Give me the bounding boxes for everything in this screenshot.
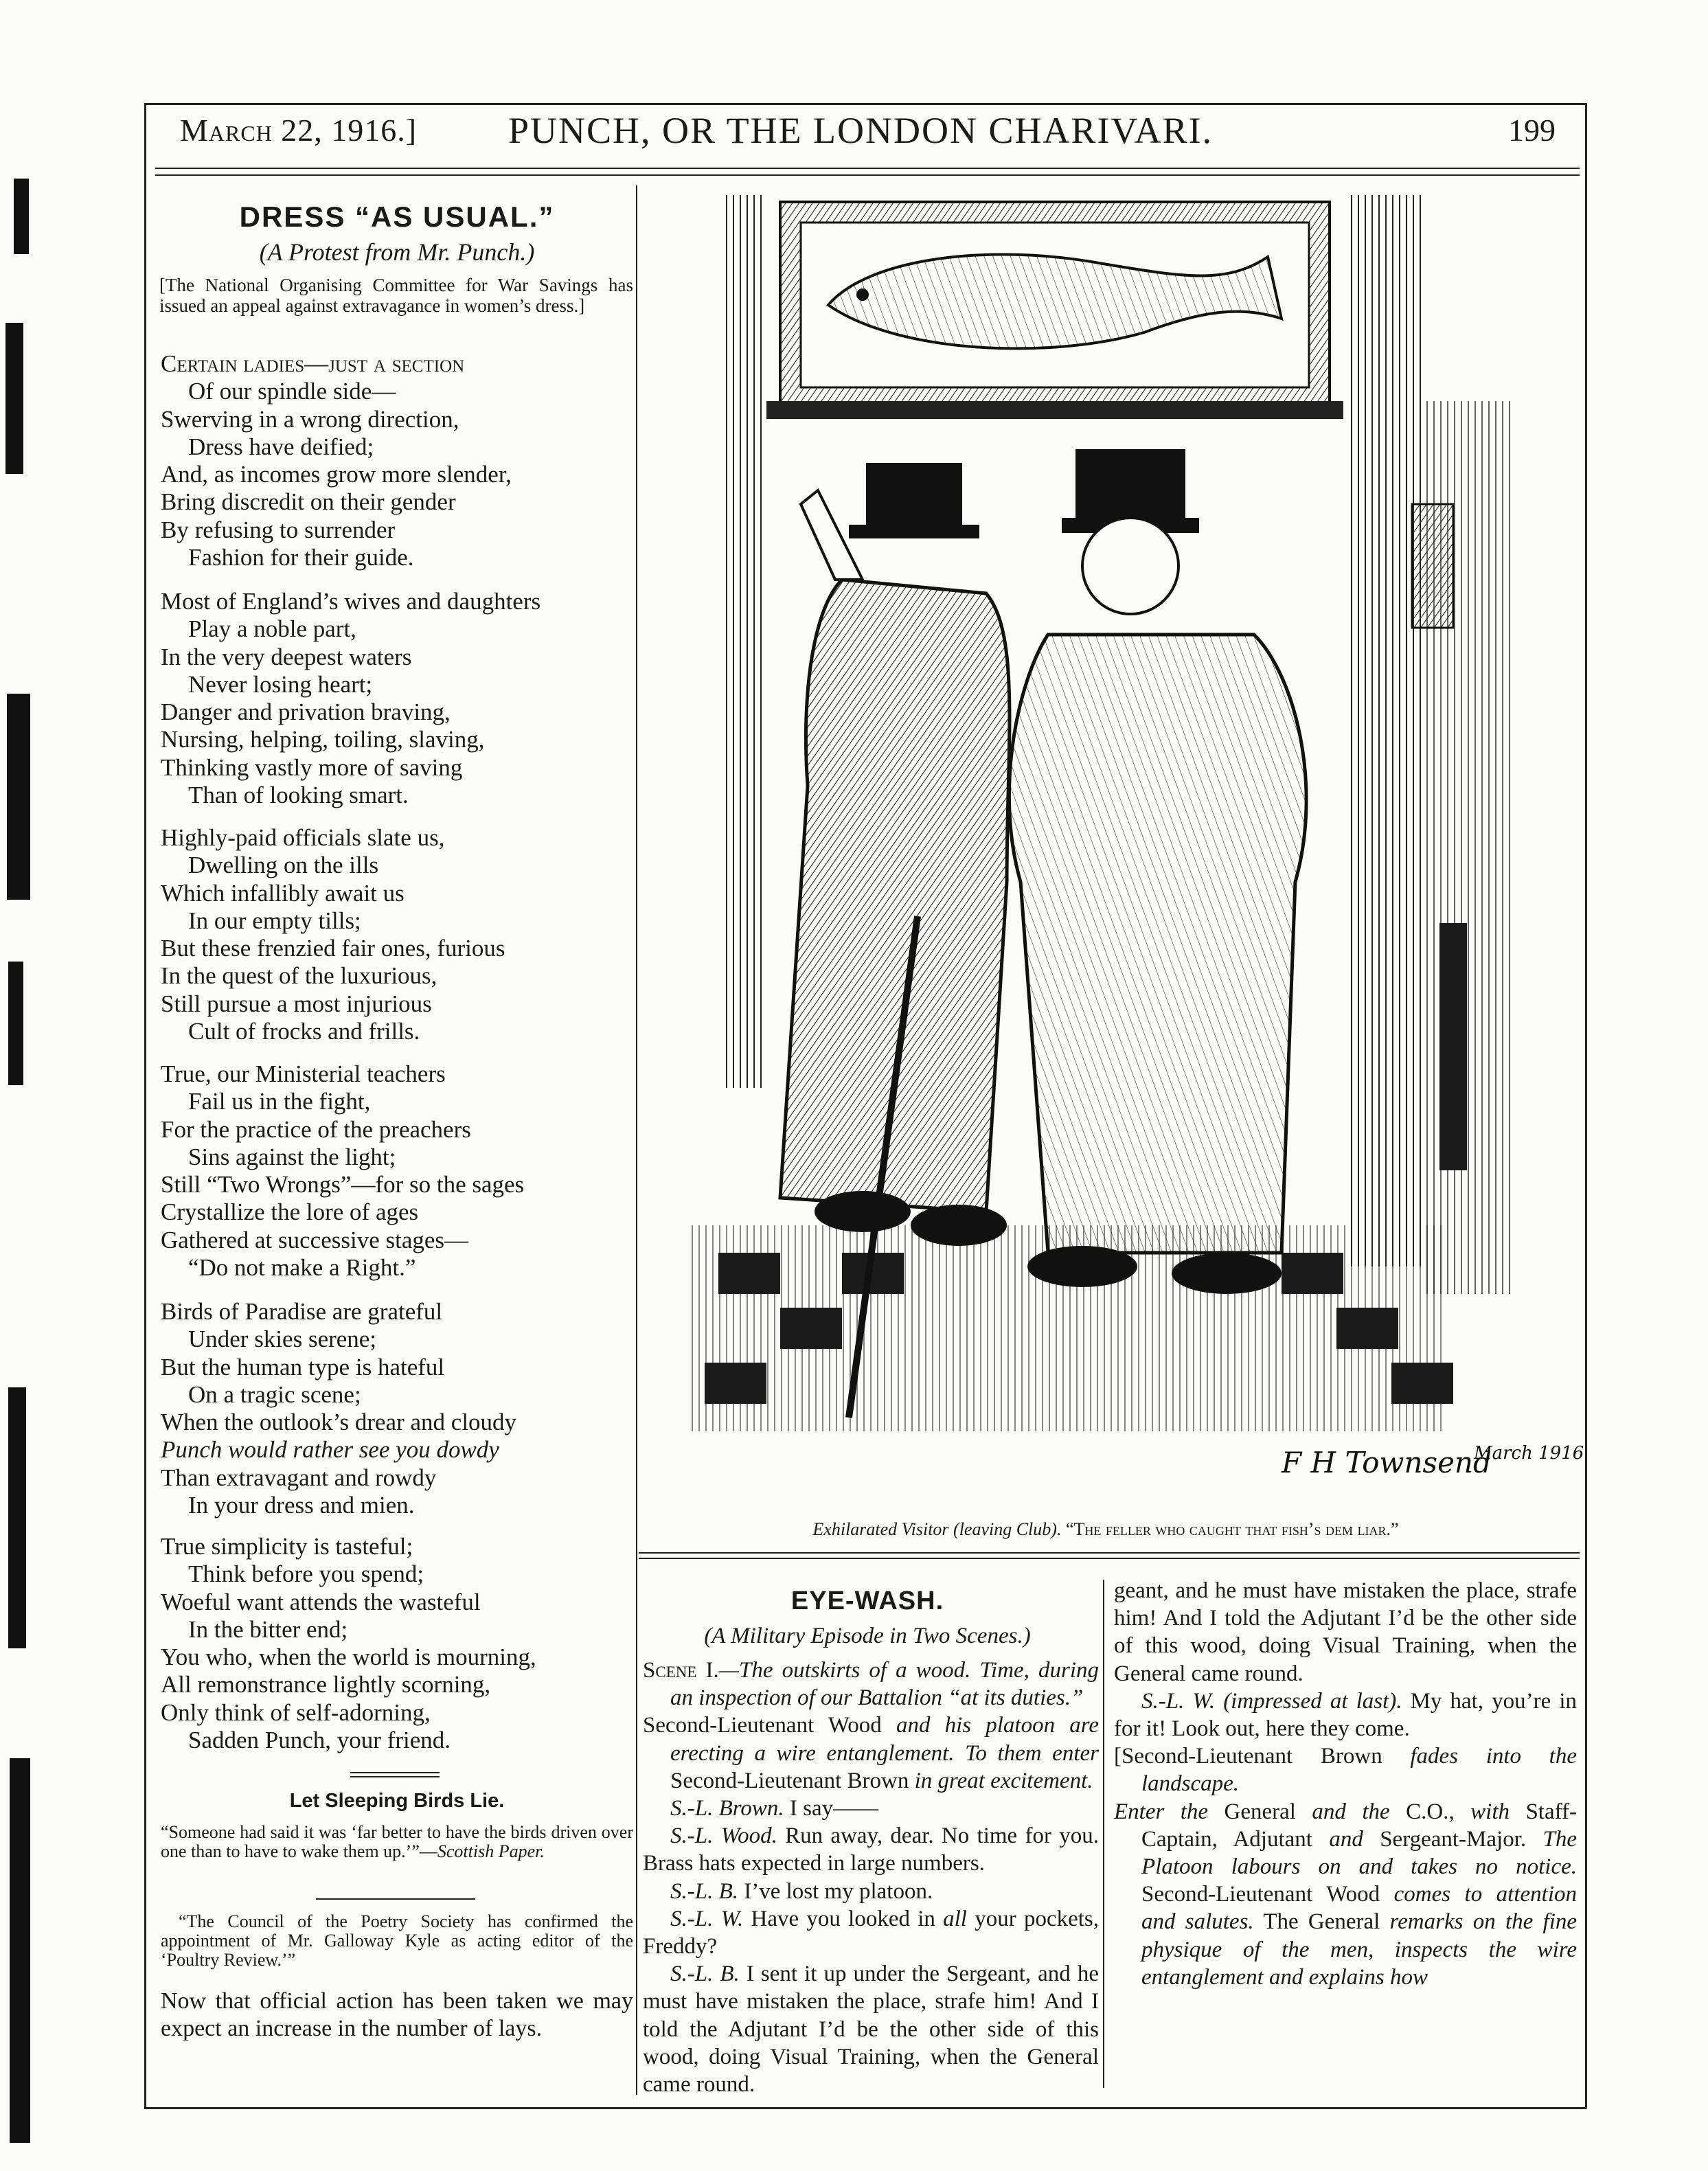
- scan-edge-mark: [10, 1758, 30, 2143]
- poem-line: True, our Ministerial teachers: [161, 1060, 446, 1087]
- figure-right: [1009, 449, 1306, 1294]
- poem-line: Fail us in the fight,: [188, 1088, 371, 1115]
- poem-line: True simplicity is tasteful;: [161, 1533, 413, 1560]
- poem-line: You who, when the world is mourning,: [161, 1644, 536, 1671]
- poem-line: Than of looking smart.: [188, 782, 409, 809]
- poem-line: In the quest of the luxurious,: [161, 962, 437, 990]
- poem-line: Still pursue a most injurious: [161, 990, 432, 1017]
- poem-line: Certain ladies—just a section: [161, 350, 465, 377]
- header-rule: [155, 174, 1580, 176]
- scan-edge-mark: [8, 962, 23, 1085]
- poem-line: Highly-paid officials slate us,: [161, 824, 445, 851]
- poem-line: Which infallibly await us: [161, 879, 405, 907]
- dialogue-line: S.-L. Wood. Run away, dear. No time for you. Brass hats expected in large numbers.: [643, 1823, 1099, 1876]
- poem-line: In the very deepest waters: [161, 643, 412, 670]
- poem-line: Bring discredit on their gender: [161, 488, 456, 516]
- section-rule: [350, 1776, 440, 1777]
- poem-line: Than extravagant and rowdy: [161, 1464, 437, 1491]
- issue-date: March 22, 1916.]: [180, 113, 418, 148]
- sleeping-birds-quote: “Someone had said it was ‘far better to have the birds driven over one than to have to wake them up.’”—Scottish Paper.: [161, 1822, 633, 1861]
- poem-line: Thinking vastly more of saving: [161, 753, 463, 781]
- poem-stanza: [161, 1298, 641, 1519]
- poem-line: And, as incomes grow more slender,: [161, 461, 512, 488]
- caption-rule: [639, 1558, 1580, 1559]
- article-column-1: [643, 1657, 1099, 2098]
- poem-line: Most of England’s wives and daughters: [161, 588, 541, 615]
- poem-line: Dwelling on the ills: [188, 852, 379, 879]
- poem-line: Play a noble part,: [188, 615, 356, 643]
- poem-line: Swerving in a wrong direction,: [161, 405, 459, 433]
- wall-shading: [725, 195, 766, 1088]
- top-hat: [866, 463, 962, 532]
- poem-stanza: [161, 588, 641, 809]
- cartoon-illustration: [663, 195, 1588, 1514]
- poem-title: DRESS “AS USUAL.”: [239, 201, 555, 233]
- poem-line: Woeful want attends the wasteful: [161, 1588, 481, 1615]
- face: [1082, 518, 1178, 614]
- masthead-title: PUNCH, OR THE LONDON CHARIVARI.: [508, 110, 1214, 151]
- poem-line: Never losing heart;: [188, 670, 373, 698]
- poetry-society-quote: “The Council of the Poetry Society has confirmed the appointment of Mr. Galloway Kyle as acting editor of the ‘Poultry Review.’”: [161, 1911, 633, 1970]
- header-rule: [155, 168, 1580, 169]
- article-column-2: [1114, 1577, 1577, 1991]
- article-title: EYE-WASH.: [790, 1587, 944, 1615]
- poem-note: [The National Organising Committee for War Savings has issued an appeal against extravagance in women’s dress.]: [159, 275, 633, 316]
- poem-line: Cult of frocks and frills.: [188, 1018, 420, 1045]
- stage-direction: Second-Lieutenant Wood and his platoon are erecting a wire entanglement. To them enter Second-Lieutenant Brown in great excitement.: [643, 1713, 1099, 1793]
- frame-left: [144, 103, 146, 2109]
- door-post: [1439, 923, 1467, 1170]
- poem-stanza: [161, 824, 641, 1045]
- article-subtitle: (A Military Episode in Two Scenes.): [704, 1624, 1031, 1648]
- poem-line: For the practice of the preachers: [161, 1115, 471, 1143]
- poem-line: All remonstrance lightly scorning,: [161, 1671, 491, 1698]
- dark-overcoat: [780, 580, 1010, 1212]
- scan-edge-mark: [7, 694, 30, 900]
- poem-stanza: [161, 1060, 641, 1282]
- poem-line: Nursing, helping, toiling, slaving,: [161, 726, 485, 753]
- poem-line: Fashion for their guide.: [188, 544, 414, 571]
- poem-subtitle: (A Protest from Mr. Punch.): [259, 238, 535, 266]
- poem-line: Sins against the light;: [188, 1143, 396, 1170]
- page-number: 199: [1508, 113, 1556, 148]
- dialogue-line: S.-L. W. (impressed at last). My hat, you’re in for it! Look out, here they come.: [1114, 1688, 1577, 1742]
- frame-bottom: [144, 2107, 1586, 2109]
- poem-line: Think before you spend;: [188, 1560, 424, 1588]
- dialogue-continuation: geant, and he must have mistaken the place, strafe him! And I told the Adjutant I’d be the other side of this wood, doing Visual Training, when the General came round.: [1114, 1578, 1577, 1686]
- scan-edge-mark: [5, 323, 23, 474]
- poem-stanza: [161, 350, 641, 571]
- poem-line: In your dress and mien.: [188, 1492, 415, 1519]
- poem-line: In the bitter end;: [188, 1615, 348, 1643]
- poem-line: Only think of self-adorning,: [161, 1698, 431, 1726]
- poetry-society-comment: Now that official action has been taken we may expect an increase in the number of lays.: [161, 1988, 633, 2041]
- poem-line: “Do not make a Right.”: [188, 1254, 416, 1282]
- column-divider: [1103, 1580, 1104, 2088]
- top-hat: [1075, 449, 1185, 525]
- dialogue-line: S.-L. W. Have you looked in all your pockets, Freddy?: [643, 1906, 1099, 1959]
- poem-line: Danger and privation braving,: [161, 698, 451, 726]
- scan-edge-mark: [14, 179, 29, 254]
- poem-line: Punch would rather see you dowdy: [161, 1436, 499, 1464]
- poem-line: By refusing to surrender: [161, 516, 396, 543]
- poem-line: Gathered at successive stages—: [161, 1226, 469, 1253]
- section-rule: [350, 1772, 440, 1773]
- caption-rule: [639, 1552, 1580, 1554]
- frame-top: [144, 103, 1586, 105]
- poem-line: On a tragic scene;: [188, 1380, 361, 1408]
- case-shelf: [766, 401, 1343, 419]
- scan-edge-mark: [8, 1387, 26, 1648]
- poem-line: Still “Two Wrongs”—for so the sages: [161, 1171, 525, 1198]
- poem-line: In our empty tills;: [188, 907, 361, 934]
- cartoon-caption: Exhilarated Visitor (leaving Club). “The feller who caught that fish’s dem liar.”: [812, 1519, 1399, 1539]
- poem-line: Birds of Paradise are grateful: [161, 1298, 443, 1325]
- poem-line: When the outlook’s drear and cloudy: [161, 1409, 517, 1436]
- item-title: Let Sleeping Birds Lie.: [289, 1790, 505, 1812]
- poem-line: Sadden Punch, your friend.: [188, 1727, 451, 1754]
- stage-direction: Enter the General and the C.O., with Staff-Captain, Adjutant and Sergeant-Major. The Platoon labours on and takes no notice. Second-Lieutenant Wood comes to attention and salutes. The General remarks on the fine physique of the men, inspects the wire entanglement and explains how: [1114, 1799, 1578, 1990]
- fish-eye: [856, 288, 869, 301]
- wall-shading: [1350, 195, 1426, 1266]
- poem-line: Crystallize the lore of ages: [161, 1198, 419, 1226]
- poem-line: But these frenzied fair ones, furious: [161, 935, 505, 962]
- poem-line: Dress have deified;: [188, 433, 374, 460]
- stage-direction: [Second-Lieutenant Brown fades into the landscape.: [1114, 1744, 1577, 1797]
- poem-line: But the human type is hateful: [161, 1353, 445, 1380]
- light-overcoat: [1009, 635, 1306, 1253]
- artist-signature: F H Townsend: [1282, 1446, 1492, 1479]
- dialogue-line: S.-L. Brown. I say——: [670, 1796, 879, 1821]
- section-rule: [316, 1898, 475, 1900]
- dialogue-line: S.-L. B. I sent it up under the Sergeant, and he must have mistaken the place, strafe him! And I told the Adjutant I’d be the other side of this wood, doing Visual Training, when the General came round.: [643, 1962, 1099, 2098]
- wall-picture: [1412, 504, 1453, 628]
- signature-date: March 1916: [1474, 1443, 1584, 1464]
- poem-line: Of our spindle side—: [188, 378, 396, 405]
- scene-heading: Scene I.—The outskirts of a wood. Time, during an inspection of our Battalion “at its duties.”: [643, 1658, 1099, 1711]
- dialogue-line: S.-L. B. I’ve lost my platoon.: [670, 1878, 933, 1904]
- poem-stanza: [161, 1533, 641, 1754]
- poem-line: Under skies serene;: [188, 1326, 377, 1353]
